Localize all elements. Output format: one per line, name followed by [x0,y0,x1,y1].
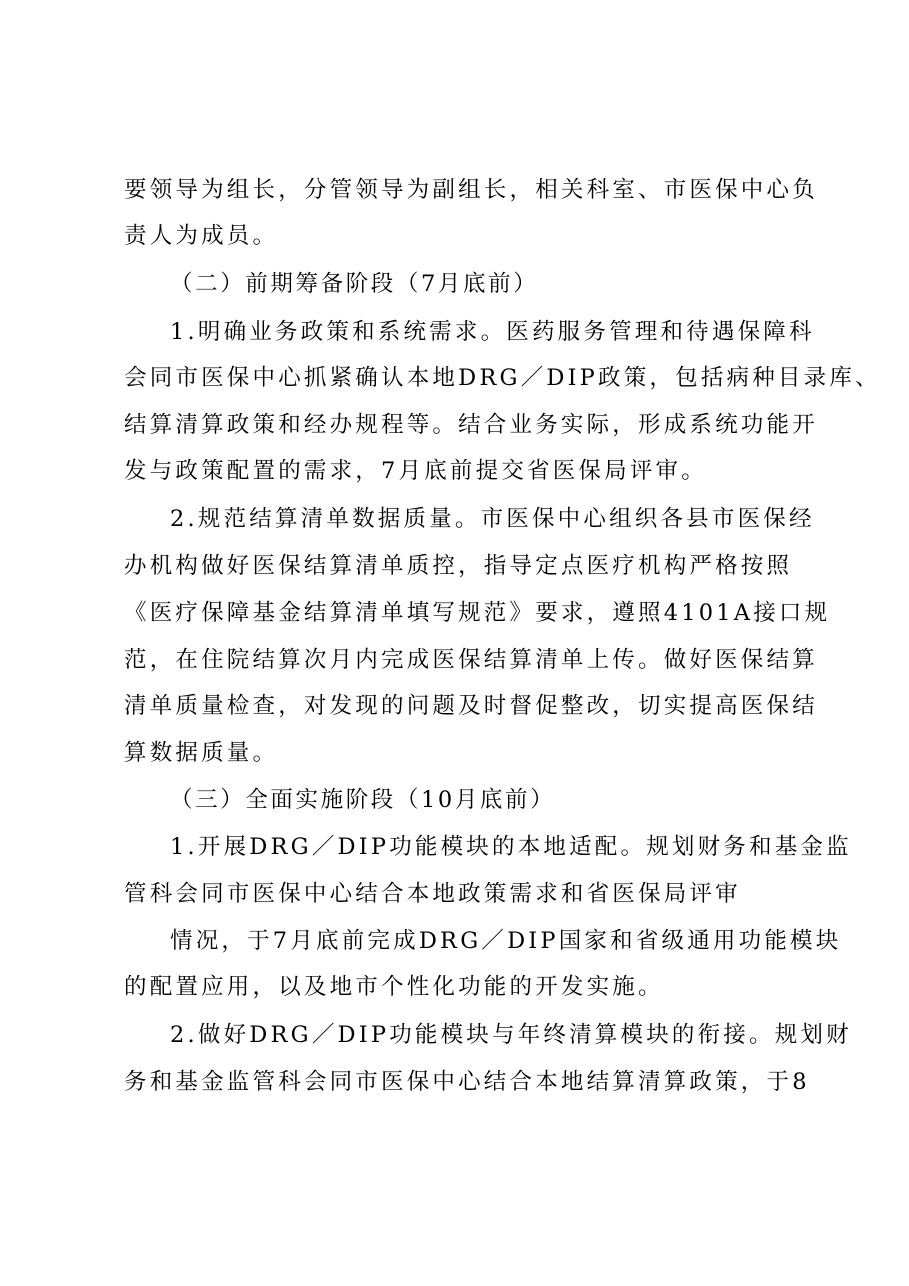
section-heading-2: （二）前期筹备阶段（7月底前） [170,271,539,297]
paragraph-line: 范，在住院结算次月内完成医保结算清单上传。做好医保结算 [124,647,818,673]
paragraph-line: 管科会同市医保中心结合本地政策需求和省医保局评审 [124,881,741,907]
paragraph-line: 1.明确业务政策和系统需求。医药服务管理和待遇保障科 [170,319,815,345]
paragraph-line: 发与政策配置的需求，7月底前提交省医保局评审。 [124,458,707,484]
paragraph-line: 2.规范结算清单数据质量。市医保中心组织各县市医保经 [170,506,815,532]
paragraph-line: 要领导为组长，分管领导为副组长，相关科室、市医保中心负 [124,177,818,203]
paragraph-line: 办机构做好医保结算清单质控，指导定点医疗机构严格按照 [124,553,793,579]
paragraph-line: 情况，于7月底前完成DRG／DIP国家和省级通用功能模块 [170,928,842,954]
paragraph-line: 2.做好DRG／DIP功能模块与年终清算模块的衔接。规划财 [170,1022,852,1048]
paragraph-line: 结算清算政策和经办规程等。结合业务实际，形成系统功能开 [124,412,818,438]
paragraph-line: 会同市医保中心抓紧确认本地DRG／DIP政策，包括病种目录库、 [124,365,881,391]
paragraph-line: 的配置应用，以及地市个性化功能的开发实施。 [124,974,664,1000]
paragraph-line: 《医疗保障基金结算清单填写规范》要求，遵照4101A接口规 [124,600,831,626]
paragraph-line: 算数据质量。 [124,740,279,766]
paragraph-line: 责人为成员。 [124,223,279,249]
section-heading-3: （三）全面实施阶段（10月底前） [170,787,556,813]
paragraph-line: 务和基金监管科会同市医保中心结合本地结算清算政策，于8 [124,1069,810,1095]
paragraph-line: 1.开展DRG／DIP功能模块的本地适配。规划财务和基金监 [170,834,852,860]
paragraph-line: 清单质量检查，对发现的问题及时督促整改，切实提高医保结 [124,693,818,719]
